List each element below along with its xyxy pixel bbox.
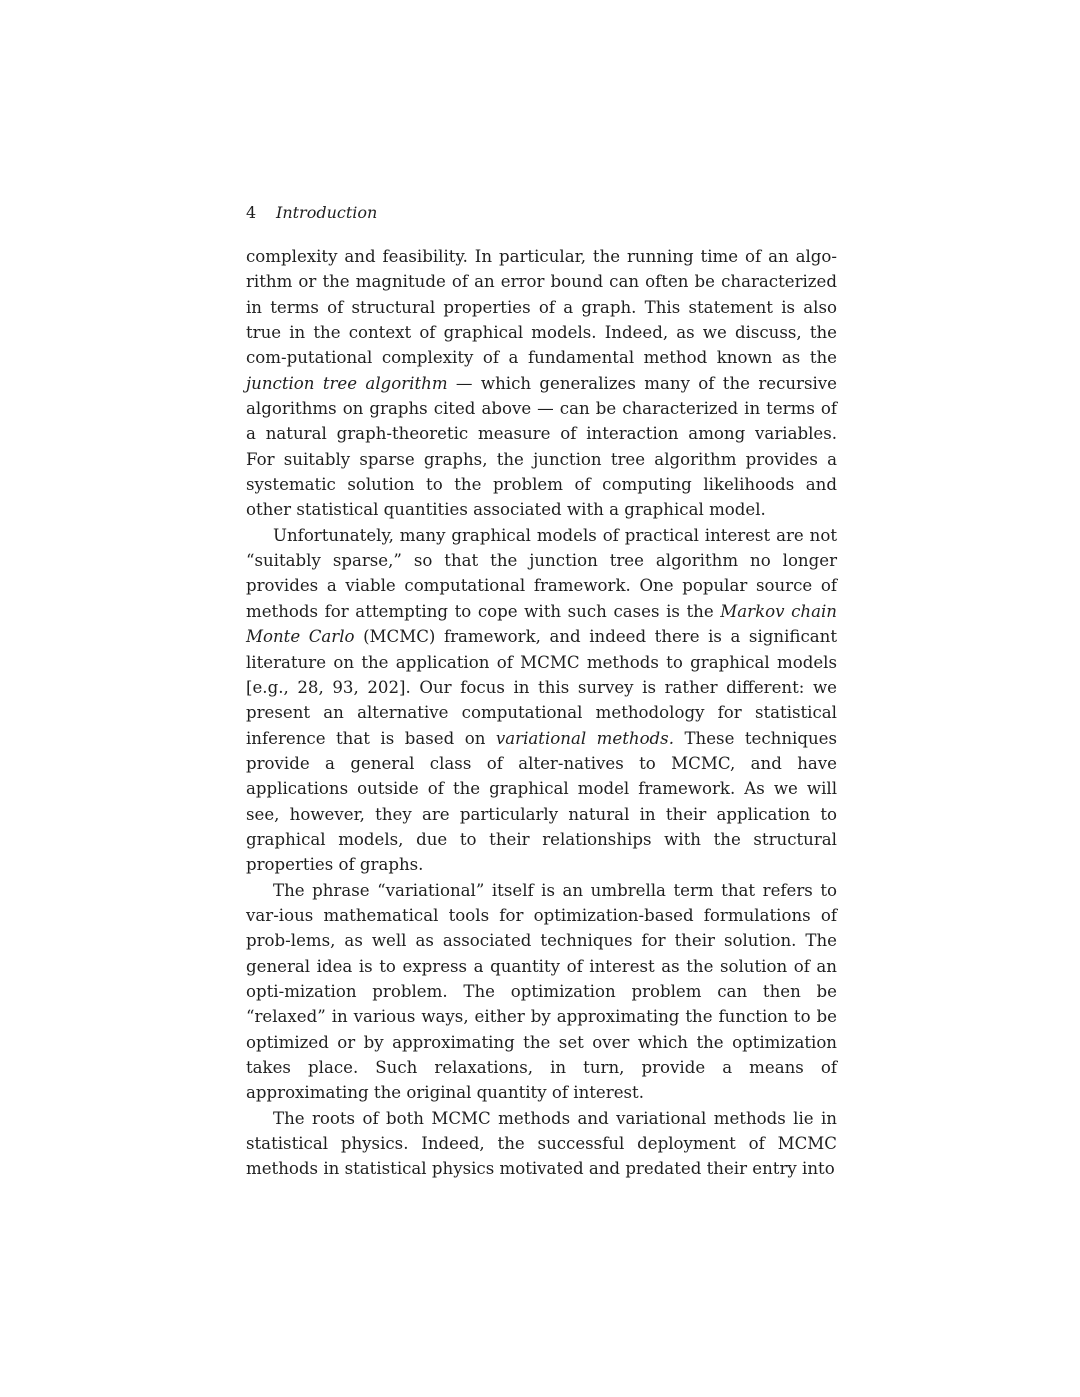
body-text (246, 244, 837, 1182)
paragraph-text: — which generalizes many of the recursive algorithms on graphs cited above — can be characterized in terms of a natural graph-theoretic measure of interaction among variables. For suitably sparse graphs, the junction tree algorithm provides a systematic solution to the problem of computing likelihoods and other statistical quantities associated with a graphical model. (246, 373, 838, 520)
paragraph-2 (246, 523, 837, 878)
running-head (246, 202, 377, 224)
emphasis-term: Markov chain Monte Carlo (246, 601, 837, 647)
emphasis-term: junction tree algorithm (246, 373, 448, 393)
paragraph-text: Unfortunately, many graphical models of practical interest are not “suitably sparse,” so that the junction tree algorithm no longer provides a viable computational framework. One popular source of methods for attempting to cope with such cases is the (246, 525, 837, 621)
paragraph-3 (246, 878, 837, 1106)
paragraph-text: These techniques provide a general class of alter-natives to MCMC, and have applications outside of the graphical model framework. As we will see, however, they are particularly natural in their application to graphical models, due to their relationships with the structural properties of graphs. (246, 728, 838, 875)
paragraph-text: The phrase “variational” itself is an umbrella term that refers to var-ious mathematical tools for optimization-based formulations of prob-lems, as well as associated techniques for their solution. The general idea is to express a quantity of interest as the solution of an opti-mization problem. The optimization problem can then be “relaxed” in various ways, either by approximating the function to be optimized or by approximating the set over which the optimization takes place. Such relaxations, in turn, provide a means of approximating the original quantity of interest. (246, 880, 837, 1103)
chapter-title: Introduction (276, 203, 378, 222)
page-number: 4 (246, 203, 257, 222)
emphasis-term: variational methods. (495, 728, 674, 748)
paragraph-1 (246, 244, 837, 523)
paragraph-4 (246, 1106, 837, 1182)
paragraph-text: (MCMC) framework, and indeed there is a significant literature on the application of MCMC methods to graphical models [e.g., 28, 93, 202]. Our focus in this survey is rather different: we present an alternative computational methodology for statistical inference that is based on (246, 627, 837, 748)
paragraph-text: The roots of both MCMC methods and variational methods lie in statistical physics. Indeed, the successful deployment of MCMC methods in statistical physics motivated and predated their entry into (246, 1108, 837, 1179)
paragraph-text: complexity and feasibility. In particular, the running time of an algo-rithm or the magnitude of an error bound can often be characterized in terms of structural properties of a graph. This statement is also true in the context of graphical models. Indeed, as we discuss, the com-putational complexity of a fundamental method known as the (246, 247, 837, 368)
